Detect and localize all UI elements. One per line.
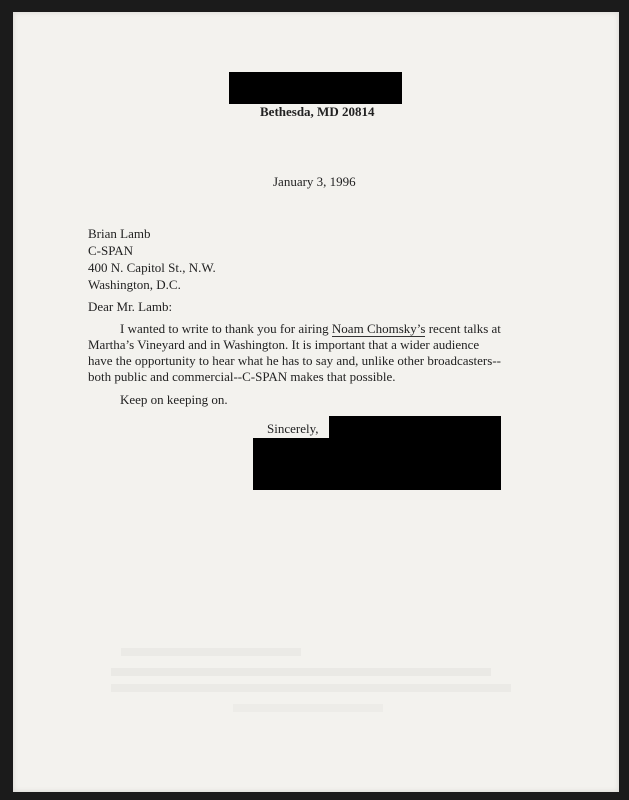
recipient-city: Washington, D.C.: [88, 277, 181, 292]
body-text: recent talks at: [425, 321, 501, 336]
body-line: have the opportunity to hear what he has to say and, unlike other broadcasters--: [88, 353, 501, 368]
body-line: [120, 321, 501, 337]
recipient-name: Brian Lamb: [88, 226, 151, 241]
bleed-through-line: [121, 648, 301, 656]
recipient-organization: C-SPAN: [88, 243, 134, 258]
letter-page: [13, 12, 619, 792]
body-paragraph-2: Keep on keeping on.: [120, 392, 228, 407]
body-line: both public and commercial--C-SPAN makes that possible.: [88, 369, 396, 384]
recipient-street: 400 N. Capitol St., N.W.: [88, 260, 216, 275]
body-line: Martha’s Vineyard and in Washington. It is important that a wider audience: [88, 337, 480, 352]
body-text: I wanted to write to thank you for airing: [120, 321, 332, 336]
redacted-signature-top: [329, 416, 501, 440]
salutation: Dear Mr. Lamb:: [88, 299, 173, 314]
bleed-through-line: [111, 684, 511, 692]
redacted-header-block: [229, 72, 402, 104]
redacted-signature-block: [253, 438, 501, 490]
letter-date: January 3, 1996: [273, 174, 356, 189]
underlined-name: Noam Chomsky’s: [331, 321, 426, 336]
bleed-through-line: [111, 668, 491, 676]
bleed-through-line: [233, 704, 383, 712]
closing: Sincerely,: [267, 421, 319, 436]
letterhead-city-line: Bethesda, MD 20814: [260, 104, 375, 119]
